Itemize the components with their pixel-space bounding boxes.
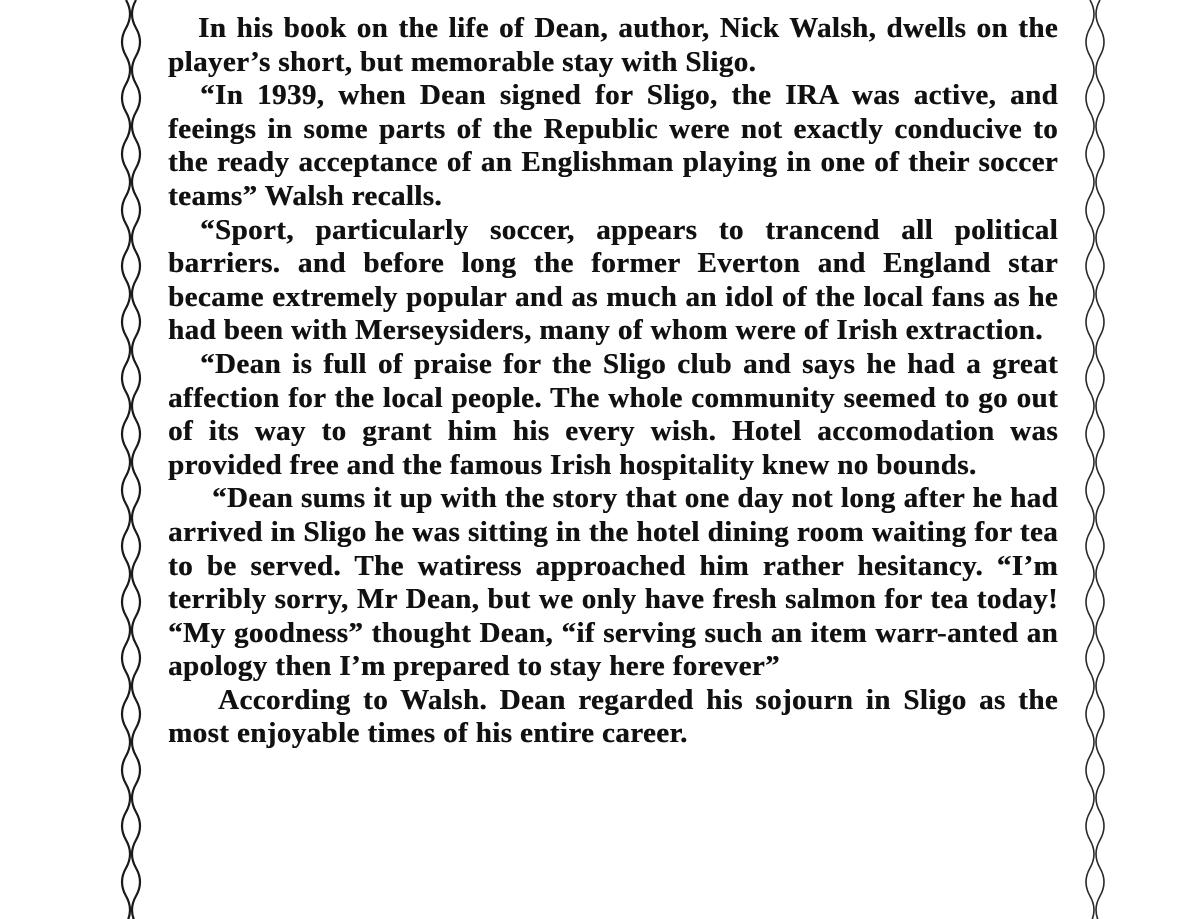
paragraph-sport-barriers: “Sport, particularly soccer, appears to trancend all political barriers. and before long the former Everton and England star became extremely popular and as much an idol of the local fans as he had been with Merseysiders, many of whom were of Irish extraction. xyxy=(168,213,1058,347)
paragraph-sligo-praise: “Dean is full of praise for the Sligo club and says he had a great affection for the local people. The whole community seemed to go out of its way to grant him his every wish. Hotel accomodation was provided free and the famous Irish hospitality knew no bounds. xyxy=(168,347,1058,481)
article-body xyxy=(168,12,1058,751)
paragraph-salmon-story: “Dean sums it up with the story that one day not long after he had arrived in Sligo he was sitting in the hotel dining room waiting for tea to be served. The watiress approached him rather hesitancy. “I’m terribly sorry, Mr Dean, but we only have fresh salmon for tea today! “My goodness” thought Dean, “if serving such an item warr-anted an apology then I’m prepared to stay here forever” xyxy=(168,482,1058,683)
paragraph-intro: In his book on the life of Dean, author, Nick Walsh, dwells on the player’s short, but memorable stay with Sligo. xyxy=(168,12,1058,78)
right-wavy-border xyxy=(1078,0,1118,919)
paragraph-ira-context: “In 1939, when Dean signed for Sligo, the IRA was active, and feeings in some parts of the Republic were not exactly conducive to the ready acceptance of an Englishman playing in one of their soccer teams” Walsh recalls. xyxy=(168,79,1058,212)
left-wavy-border xyxy=(112,0,152,919)
paragraph-sojourn: According to Walsh. Dean regarded his sojourn in Sligo as the most enjoyable times of his entire career. xyxy=(168,683,1058,750)
